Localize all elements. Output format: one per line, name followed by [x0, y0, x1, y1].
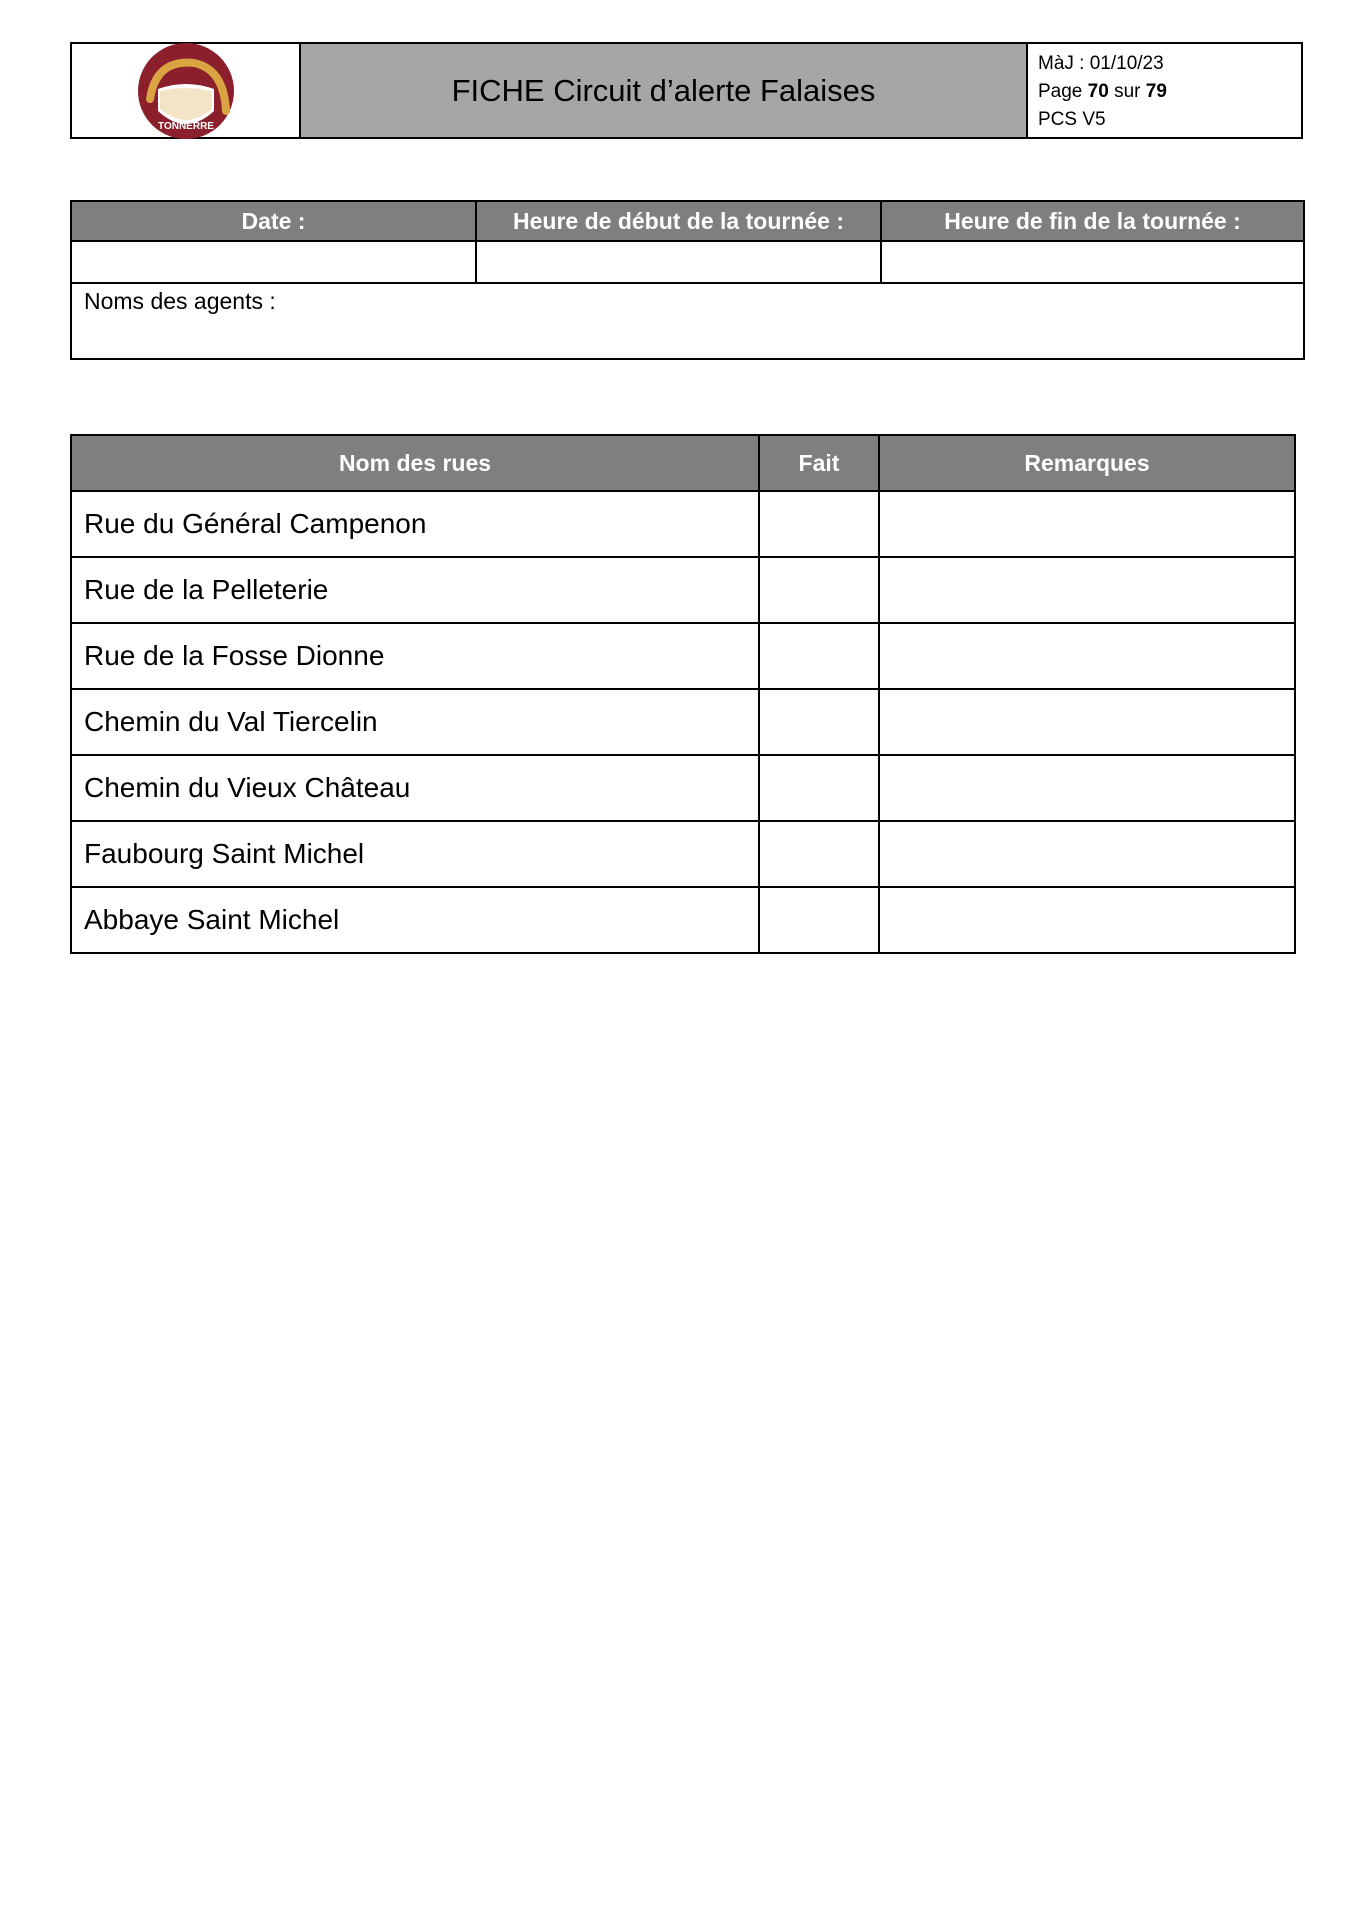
- table-row: [71, 623, 1295, 689]
- street-name: Rue du Général Campenon: [71, 491, 759, 557]
- start-time-field[interactable]: [476, 241, 881, 283]
- table-row: [71, 821, 1295, 887]
- table-row: [71, 755, 1295, 821]
- done-cell[interactable]: [759, 755, 879, 821]
- agents-field[interactable]: [71, 283, 1304, 359]
- document-meta: [1028, 44, 1301, 137]
- date-field[interactable]: [71, 241, 476, 283]
- street-name: Chemin du Vieux Château: [71, 755, 759, 821]
- street-name: Rue de la Fosse Dionne: [71, 623, 759, 689]
- table-row: [71, 887, 1295, 953]
- done-cell[interactable]: [759, 887, 879, 953]
- svg-text:TONNERRE: TONNERRE: [157, 120, 214, 132]
- document-header: [70, 42, 1303, 139]
- page-number: Page 70 sur 79: [1038, 81, 1167, 102]
- street-name: Abbaye Saint Michel: [71, 887, 759, 953]
- tour-info-table: [70, 200, 1305, 360]
- remarks-cell[interactable]: [879, 821, 1295, 887]
- done-cell[interactable]: [759, 557, 879, 623]
- streets-table: [70, 434, 1296, 954]
- remarks-cell[interactable]: [879, 887, 1295, 953]
- end-time-field[interactable]: [881, 241, 1304, 283]
- date-header: Date :: [71, 201, 476, 241]
- table-row: [71, 557, 1295, 623]
- street-name: Rue de la Pelleterie: [71, 557, 759, 623]
- update-date: MàJ : 01/10/23: [1038, 53, 1164, 74]
- street-name-header: Nom des rues: [71, 435, 759, 491]
- remarks-cell[interactable]: [879, 491, 1295, 557]
- done-cell[interactable]: [759, 689, 879, 755]
- remarks-cell[interactable]: [879, 557, 1295, 623]
- street-name: Chemin du Val Tiercelin: [71, 689, 759, 755]
- start-time-header: Heure de début de la tournée :: [476, 201, 881, 241]
- version-label: PCS V5: [1038, 109, 1106, 130]
- done-cell[interactable]: [759, 821, 879, 887]
- street-name: Faubourg Saint Michel: [71, 821, 759, 887]
- table-row: [71, 491, 1295, 557]
- remarks-cell[interactable]: [879, 689, 1295, 755]
- tonnerre-logo: [136, 41, 236, 141]
- remarks-header: Remarques: [879, 435, 1295, 491]
- done-cell[interactable]: [759, 623, 879, 689]
- document-title: FICHE Circuit d’alerte Falaises: [301, 44, 1028, 137]
- agents-label: Noms des agents :: [84, 288, 276, 314]
- remarks-cell[interactable]: [879, 755, 1295, 821]
- remarks-cell[interactable]: [879, 623, 1295, 689]
- done-cell[interactable]: [759, 491, 879, 557]
- done-header: Fait: [759, 435, 879, 491]
- table-row: [71, 689, 1295, 755]
- end-time-header: Heure de fin de la tournée :: [881, 201, 1304, 241]
- logo-cell: [72, 44, 301, 137]
